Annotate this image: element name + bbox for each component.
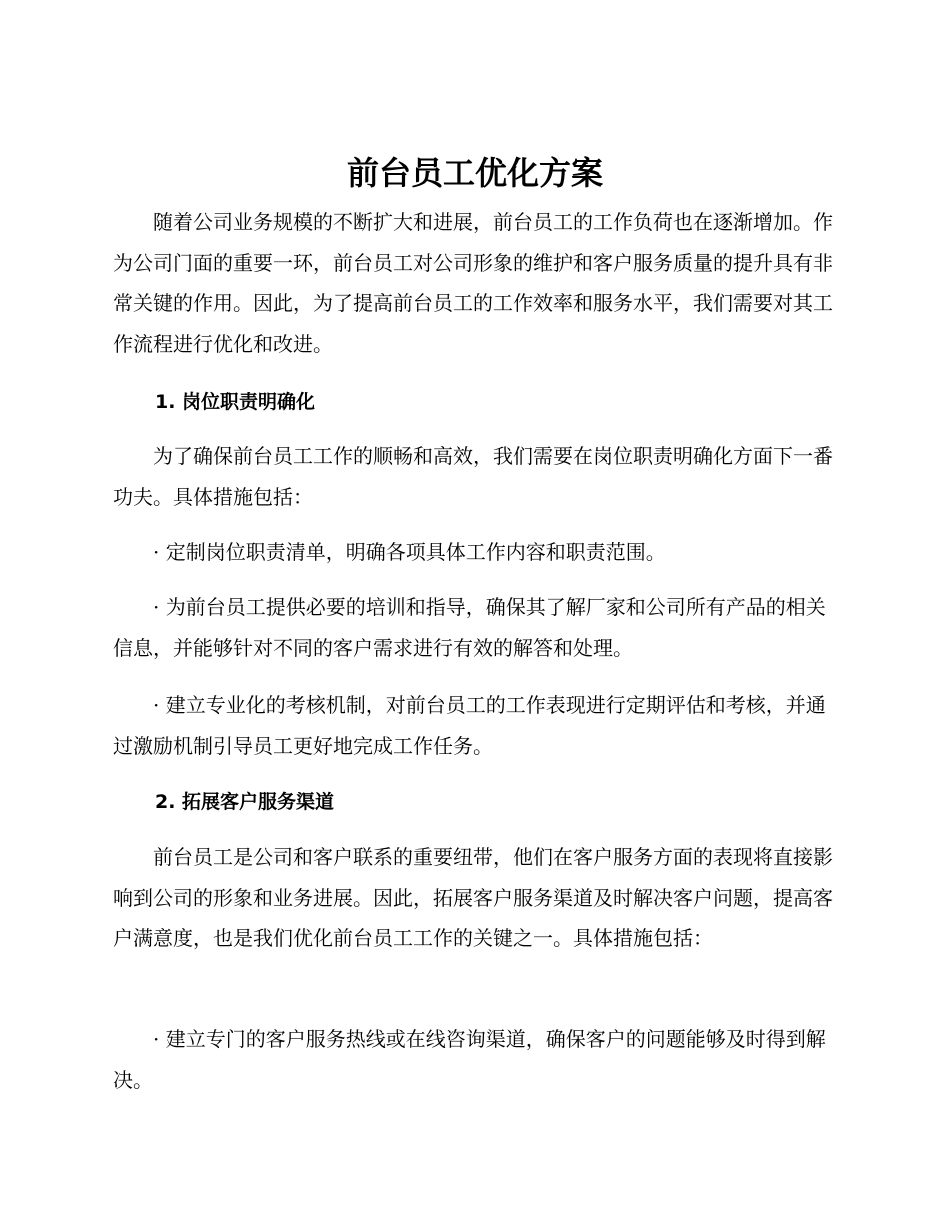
section-2-bullet-1: · 建立专门的客户服务热线或在线咨询渠道，确保客户的问题能够及时得到解决。 (113, 1027, 826, 1092)
section-2-paragraph: 前台员工是公司和客户联系的重要纽带，他们在客户服务方面的表现将直接影响到公司的形象和业务进展。因此，拓展客户服务渠道及时解决客户问题，提高客户满意度，也是我们优化前台员工工作的关键之一。具体措施包括： (113, 845, 833, 950)
intro-paragraph: 随着公司业务规模的不断扩大和进展，前台员工的工作负荷也在逐渐增加。作为公司门面的重要一环，前台员工对公司形象的维护和客户服务质量的提升具有非常关键的作用。因此，为了提高前台员工的工作效率和服务水平，我们需要对其工作流程进行优化和改进。 (113, 210, 833, 356)
section-1-bullet-3: · 建立专业化的考核机制，对前台员工的工作表现进行定期评估和考核，并通过激励机制引导员工更好地完成工作任务。 (113, 693, 826, 758)
section-1-paragraph: 为了确保前台员工工作的顺畅和高效，我们需要在岗位职责明确化方面下一番功夫。具体措施包括： (113, 444, 833, 509)
page-title: 前台员工优化方案 (346, 154, 603, 192)
section-2-heading: 2. 拓展客户服务渠道 (155, 791, 335, 813)
section-1-bullet-1: · 定制岗位职责清单，明确各项具体工作内容和职责范围。 (153, 540, 666, 564)
section-1-heading: 1. 岗位职责明确化 (155, 391, 316, 413)
section-1-bullet-2: · 为前台员工提供必要的培训和指导，确保其了解厂家和公司所有产品的相关信息，并能够针对不同的客户需求进行有效的解答和处理。 (113, 595, 826, 660)
